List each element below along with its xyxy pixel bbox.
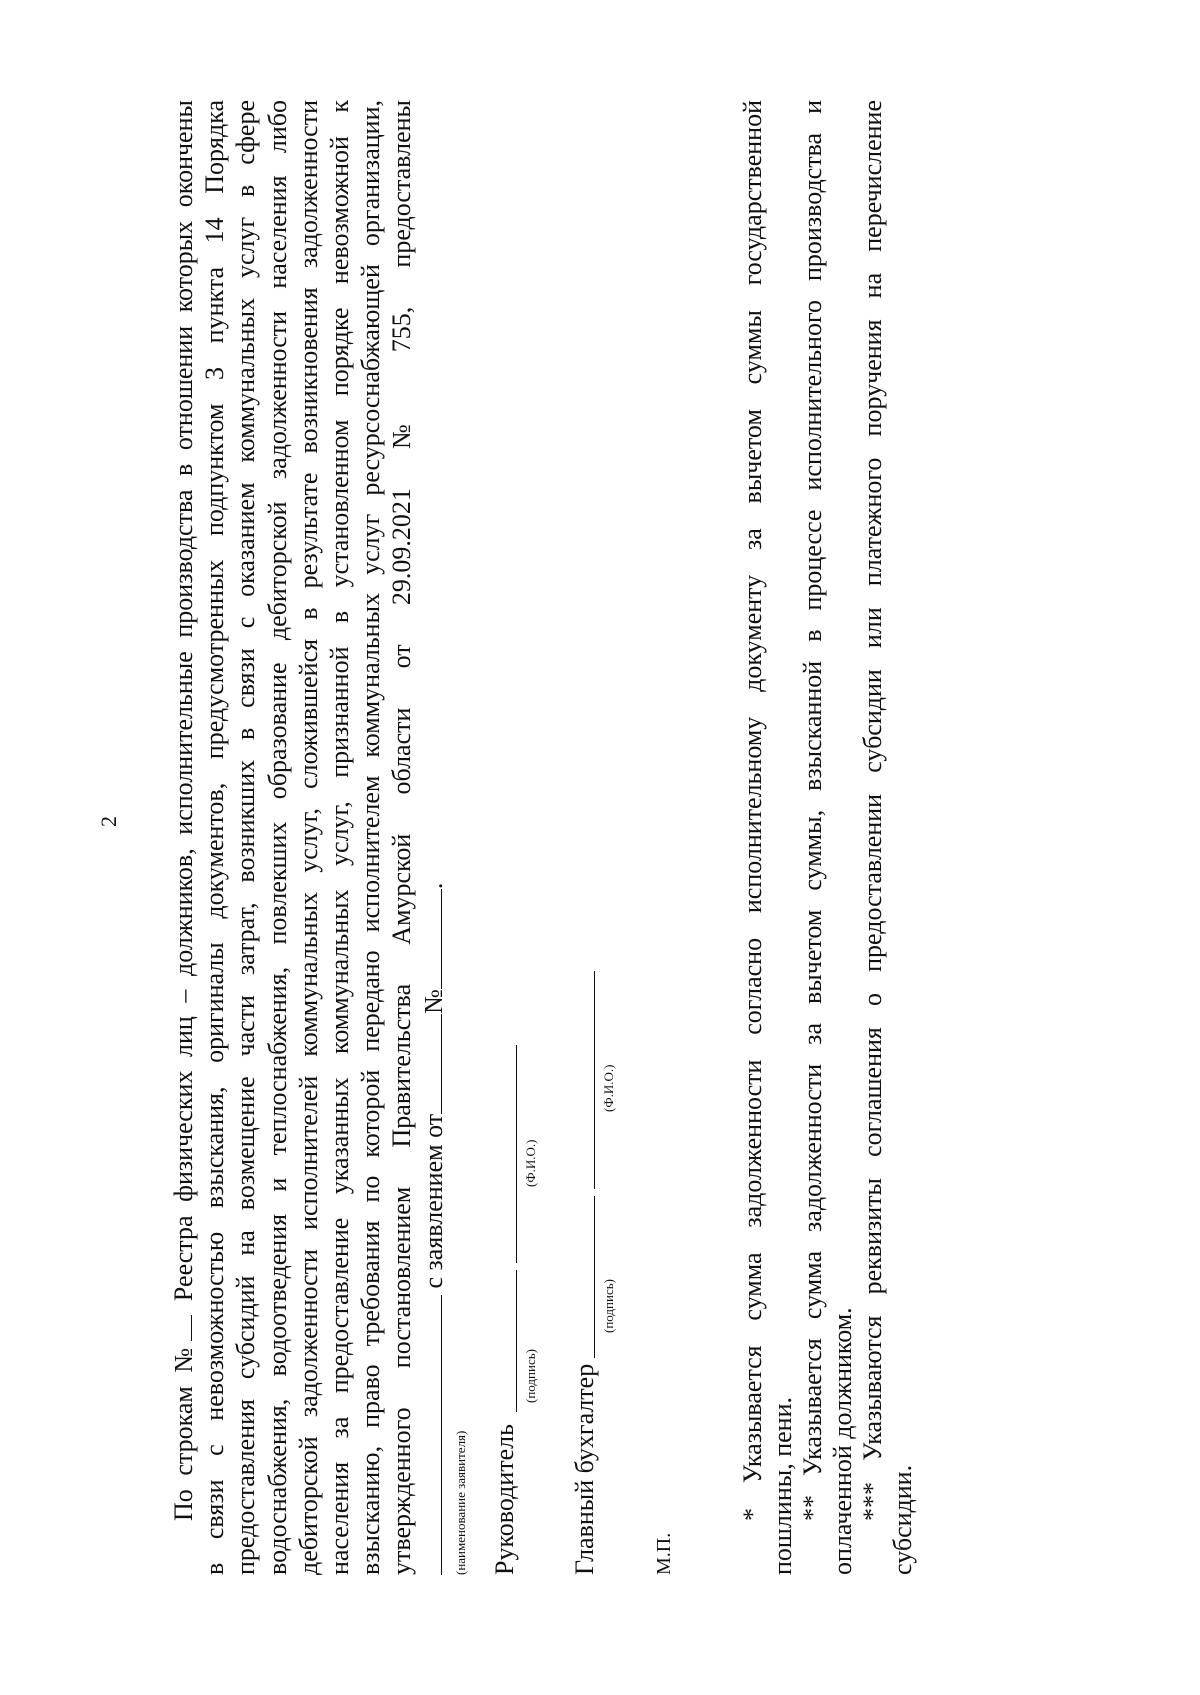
paragraph-line-7: взысканию, право требования по которой передано исполнителем коммунальных услуг ресурсоснабжающей организации, xyxy=(356,100,386,1575)
main-paragraph xyxy=(168,100,449,1575)
paragraph-line-1: По строкам № Реестра физических лиц – должников, исполнительные производства в отношении которых окончены xyxy=(169,100,198,1521)
footnote-3: *** Указываются реквизиты соглашения о предоставлении субсидии или платежного поручения на перечисление субсидии. xyxy=(858,100,917,1575)
paragraph-line-8: утвержденного постановлением Правительства Амурской области от 29.09.2021 № 755, предоставлены xyxy=(387,100,417,1575)
paragraph-line-3: предоставления субсидий на возмещение части затрат, возникших в связи с оказанием коммунальных услуг в сфере xyxy=(231,100,261,1575)
paragraph-prefix: По строкам № xyxy=(169,1340,198,1521)
paragraph-line-9: с заявлением от№. xyxy=(418,100,449,1575)
paragraph-line-5: дебиторской задолженности исполнителей коммунальных услуг, сложившейся в результате возникновения задолженности xyxy=(293,100,323,1575)
head-sign-label: (подпись) xyxy=(523,1349,538,1403)
accountant-signature-line xyxy=(594,1196,595,1358)
head-signature-line xyxy=(516,1270,517,1412)
head-name-line xyxy=(516,1045,517,1263)
accountant-sign-label: (подпись) xyxy=(601,1279,616,1333)
statement-date-blank xyxy=(419,1014,442,1114)
paragraph-line-6: населения за предоставление указанных коммунальных услуг, признанной в установленном порядке невозможной к xyxy=(325,100,355,1575)
applicant-name-blank xyxy=(419,1295,442,1575)
footnote-2: ** Указывается сумма задолженности за вычетом суммы, взысканной в процессе исполнительного производства и оплаченной должником. xyxy=(798,100,857,1575)
applicant-label: (наименование заявителя) xyxy=(453,1430,468,1575)
statement-number-blank xyxy=(419,889,442,989)
row-number-blank xyxy=(169,1315,192,1341)
paragraph-line-2: в связи с невозможностью взыскания, оригиналы документов, предусмотренных подпунктом 3 пункта 14 Порядка xyxy=(200,100,230,1575)
footnote-1: * Указывается сумма задолженности согласно исполнительному документу за вычетом суммы государственной пошлины, пени. xyxy=(738,100,797,1575)
accountant-name-label: (Ф.И.О.) xyxy=(601,1064,616,1112)
page-number: 2 xyxy=(96,816,121,827)
head-name-label: (Ф.И.О.) xyxy=(523,1139,538,1187)
head-title: Руководитель xyxy=(490,1424,519,1575)
paragraph-line-4: водоснабжения, водоотведения и теплоснабжения, повлекших образование дебиторской задолженности населения либо xyxy=(262,100,292,1575)
accountant-title: Главный бухгалтер xyxy=(570,1363,599,1575)
accountant-name-line xyxy=(594,971,595,1189)
stamp-label: М.П. xyxy=(653,1532,675,1575)
